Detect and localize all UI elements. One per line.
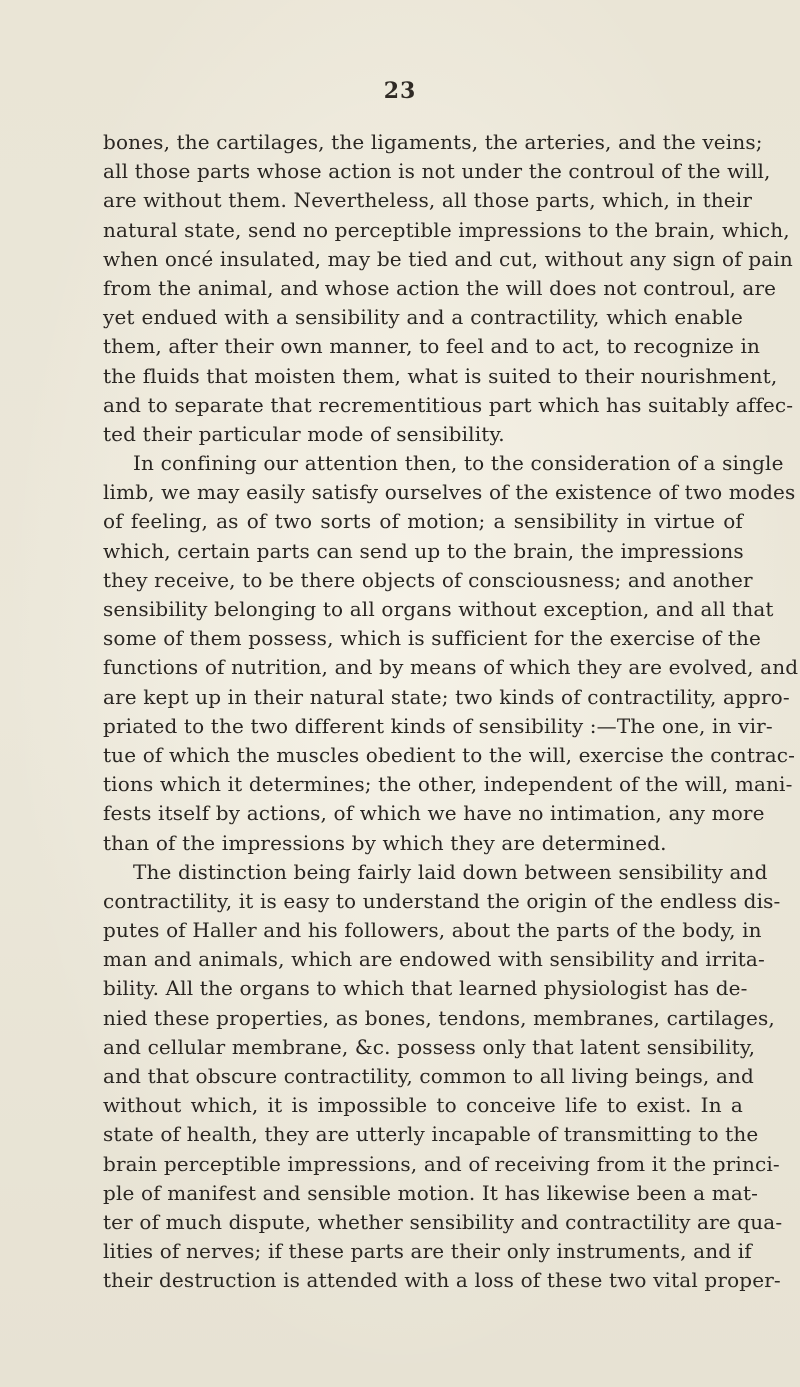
text-line: limb, we may easily satisfy ourselves of the existence of two modes	[103, 480, 796, 505]
text-line: bility. All the organs to which that learned physiologist has de-	[103, 976, 748, 1001]
text-line: and cellular membrane, &c. possess only that latent sensibility,	[103, 1034, 756, 1059]
text-line: than of the impressions by which they are determined.	[103, 830, 667, 855]
text-line: putes of Haller and his followers, about the parts of the body, in	[103, 918, 762, 943]
text-line: brain perceptible impressions, and of receiving from it the princi-	[103, 1151, 780, 1176]
text-line: their destruction is attended with a loss of these two vital proper-	[103, 1268, 781, 1293]
text-line: tions which it determines; the other, independent of the will, mani-	[103, 772, 793, 797]
text-line: natural state, send no perceptible impressions to the brain, which,	[103, 217, 790, 242]
text-line: ple of manifest and sensible motion. It has likewise been a mat-	[103, 1180, 759, 1205]
text-line: are without them. Nevertheless, all those parts, which, in their	[103, 188, 753, 213]
text-line: from the animal, and whose action the will does not controul, are	[103, 275, 777, 300]
text-line: nied these properties, as bones, tendons, membranes, cartilages,	[103, 1005, 775, 1030]
text-line: without which, it is impossible to conceive life to exist. In a	[103, 1093, 743, 1118]
text-line: functions of nutrition, and by means of which they are evolved, and	[103, 655, 799, 680]
text-line: priated to the two different kinds of sensibility :—The one, in vir-	[103, 713, 773, 738]
text-line: contractility, it is easy to understand the origin of the endless dis-	[103, 888, 781, 913]
text-line: the fluids that moisten them, what is suited to their nourishment,	[103, 363, 778, 388]
text-line: and that obscure contractility, common to all living beings, and	[103, 1064, 755, 1088]
text-line: which, certain parts can send up to the brain, the impressions	[103, 538, 744, 563]
text-line: sensibility belonging to all organs without exception, and all that	[103, 597, 774, 621]
text-line: man and animals, which are endowed with sensibility and irrita-	[103, 947, 765, 972]
text-line: In confining our attention then, to the consideration of a single	[133, 451, 784, 476]
text-line: The distinction being fairly laid down between sensibility and	[133, 859, 768, 884]
text-line: bones, the cartilages, the ligaments, the arteries, and the veins;	[103, 130, 763, 154]
text-line: are kept up in their natural state; two kinds of contractility, appro-	[103, 684, 790, 709]
text-line: lities of nerves; if these parts are their only instruments, and if	[103, 1239, 752, 1264]
page-number: 23	[383, 78, 417, 104]
text-line: yet endued with a sensibility and a contractility, which enable	[103, 305, 743, 330]
text-line: them, after their own manner, to feel and to act, to recognize in	[103, 334, 761, 359]
text-line: tue of which the muscles obedient to the will, exercise the contrac-	[103, 742, 796, 767]
text-line: ted their particular mode of sensibility.	[103, 421, 505, 446]
text-line: some of them possess, which is sufficient for the exercise of the	[103, 626, 762, 651]
text-line: state of health, they are utterly incapable of transmitting to the	[103, 1122, 759, 1147]
text-line: of feeling, as of two sorts of motion; a sensibility in virtue of	[103, 509, 743, 534]
body-text	[103, 128, 799, 1296]
text-line: ter of much dispute, whether sensibility and contractility are qua-	[103, 1209, 783, 1234]
text-line: and to separate that recrementitious part which has suitably affec-	[103, 392, 794, 417]
text-line: fests itself by actions, of which we have no intimation, any more	[103, 801, 765, 826]
text-line: all those parts whose action is not under the controul of the will,	[103, 159, 771, 184]
text-line: when oncé insulated, may be tied and cut, without any sign of pain	[103, 246, 793, 271]
text-line: they receive, to be there objects of consciousness; and another	[103, 567, 753, 592]
